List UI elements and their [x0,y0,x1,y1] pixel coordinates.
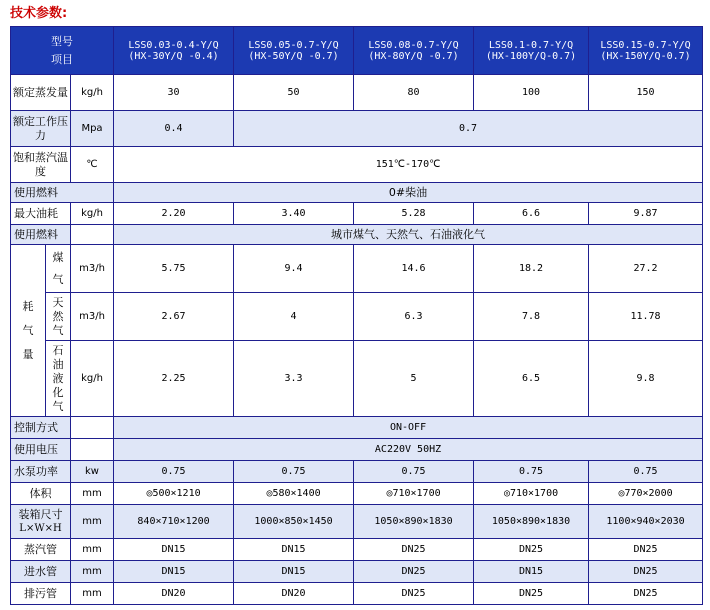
gas-type-label [46,341,71,417]
row-label: 使用电压 [11,439,71,461]
value-cell: 840×710×1200 [114,505,234,539]
gas-type-char: 油 [52,357,64,371]
value-cell: DN20 [114,583,234,605]
unit-cell: mm [71,505,114,539]
table-row [11,203,703,225]
unit-cell: m3/h [71,293,114,341]
row-label: 使用燃料 [11,225,71,245]
value-cell: 11.78 [589,293,703,341]
gas-type-char: 石 [52,343,64,357]
value-cell: DN25 [354,561,474,583]
value-cell: DN15 [234,539,354,561]
spec-table [10,26,703,605]
unit-cell: kw [71,461,114,483]
value-cell: AC220V 50HZ [114,439,703,461]
value-cell: 80 [354,75,474,111]
gas-type-char: 化 [52,385,64,399]
model-header [114,27,234,75]
model-line2: (HX-100Y/Q-0.7) [485,50,577,62]
gas-group-char: 气 [22,323,34,337]
header-model-label: 型号 [51,34,74,48]
value-cell: DN25 [474,583,589,605]
row-label: 控制方式 [11,417,71,439]
model-line2: (HX-50Y/Q -0.7) [248,50,339,62]
unit-cell: mm [71,539,114,561]
value-cell: DN20 [234,583,354,605]
value-cell: 0#柴油 [114,183,703,203]
gas-type-char: 气 [52,323,64,337]
model-line1: LSS0.05-0.7-Y/Q [248,39,339,51]
value-cell: 14.6 [354,245,474,293]
row-label: 额定蒸发量 [11,75,71,111]
row-label-line1: 装箱尺寸 [18,507,63,521]
table-row [11,183,703,203]
value-cell: DN15 [234,561,354,583]
value-cell: DN15 [114,561,234,583]
unit-cell: kg/h [71,203,114,225]
gas-type-char: 液 [52,371,64,385]
value-cell: 0.75 [474,461,589,483]
model-line2: (HX-80Y/Q -0.7) [368,50,459,62]
value-cell: DN25 [589,561,703,583]
row-label: 排污管 [11,583,71,605]
model-header [589,27,703,75]
value-cell: DN25 [354,583,474,605]
value-cell: 0.75 [234,461,354,483]
value-cell: 0.75 [114,461,234,483]
value-cell: 30 [114,75,234,111]
gas-type-label [46,293,71,341]
model-line1: LSS0.03-0.4-Y/Q [128,39,219,51]
table-row [11,539,703,561]
value-cell: 27.2 [589,245,703,293]
section-heading: 技术参数: [10,6,68,21]
model-header [234,27,354,75]
table-row [11,293,703,341]
value-cell: 5 [354,341,474,417]
value-cell: 城市煤气、天然气、石油液化气 [114,225,703,245]
row-label [11,505,71,539]
value-cell: DN25 [589,583,703,605]
row-label: 水泵功率 [11,461,71,483]
value-cell: 3.40 [234,203,354,225]
table-row [11,439,703,461]
gas-type-char: 煤 [52,250,64,264]
table-row [11,561,703,583]
row-label: 最大油耗 [11,203,71,225]
value-cell: ◎500×1210 [114,483,234,505]
table-row [11,461,703,483]
gas-type-char: 天 [52,295,64,309]
value-cell: ◎710×1700 [354,483,474,505]
model-line1: LSS0.08-0.7-Y/Q [368,39,459,51]
table-row [11,417,703,439]
value-cell: DN15 [114,539,234,561]
value-cell: 2.20 [114,203,234,225]
gas-group-label [11,245,46,417]
unit-cell [71,439,114,461]
table-row [11,583,703,605]
row-label: 使用燃料 [11,183,114,203]
header-row [11,27,703,75]
value-cell: 5.75 [114,245,234,293]
row-label: 体积 [11,483,71,505]
value-cell: ◎580×1400 [234,483,354,505]
table-row [11,111,703,147]
table-row [11,147,703,183]
row-label: 进水管 [11,561,71,583]
value-cell: 18.2 [474,245,589,293]
value-cell: 1000×850×1450 [234,505,354,539]
row-label: 饱和蒸汽温度 [11,147,71,183]
model-line1: LSS0.15-0.7-Y/Q [600,39,691,51]
value-cell: 9.8 [589,341,703,417]
value-cell: 100 [474,75,589,111]
value-cell: 7.8 [474,293,589,341]
table-row [11,245,703,293]
value-cell: 1050×890×1830 [354,505,474,539]
value-cell: 0.7 [234,111,703,147]
gas-group-char: 耗 [22,299,34,313]
unit-cell [71,417,114,439]
table-row [11,341,703,417]
gas-type-char: 气 [52,272,64,286]
model-line2: (HX-30Y/Q -0.4) [128,50,219,62]
model-header [354,27,474,75]
unit-cell: mm [71,583,114,605]
model-line1: LSS0.1-0.7-Y/Q [488,39,574,51]
unit-cell: kg/h [71,75,114,111]
unit-cell: m3/h [71,245,114,293]
unit-cell: ℃ [71,147,114,183]
unit-cell: mm [71,483,114,505]
unit-cell: kg/h [71,341,114,417]
header-label-cell [11,27,114,75]
model-header [474,27,589,75]
table-row [11,225,703,245]
value-cell: ◎710×1700 [474,483,589,505]
value-cell: 9.4 [234,245,354,293]
unit-cell: mm [71,561,114,583]
row-label: 蒸汽管 [11,539,71,561]
table-row [11,75,703,111]
table-row [11,483,703,505]
value-cell: 0.75 [354,461,474,483]
value-cell: 2.67 [114,293,234,341]
value-cell: 0.75 [589,461,703,483]
value-cell: 6.5 [474,341,589,417]
unit-cell [71,225,114,245]
gas-group-char: 量 [22,347,34,361]
value-cell: 50 [234,75,354,111]
value-cell: 2.25 [114,341,234,417]
model-line2: (HX-150Y/Q-0.7) [600,50,691,62]
value-cell: 150 [589,75,703,111]
gas-type-char: 气 [52,399,64,413]
value-cell: 1050×890×1830 [474,505,589,539]
row-label: 额定工作压力 [11,111,71,147]
value-cell: 0.4 [114,111,234,147]
row-label-line2: L×W×H [19,522,62,534]
value-cell: 6.6 [474,203,589,225]
gas-type-label [46,245,71,293]
gas-type-char: 然 [52,309,64,323]
value-cell: 3.3 [234,341,354,417]
value-cell: DN25 [474,539,589,561]
unit-cell: Mpa [71,111,114,147]
value-cell: 1100×940×2030 [589,505,703,539]
header-item-label: 项目 [51,52,74,66]
value-cell: 151℃-170℃ [114,147,703,183]
table-row [11,505,703,539]
value-cell: DN25 [589,539,703,561]
value-cell: DN25 [354,539,474,561]
value-cell: 5.28 [354,203,474,225]
value-cell: 9.87 [589,203,703,225]
value-cell: DN15 [474,561,589,583]
value-cell: 6.3 [354,293,474,341]
value-cell: ◎770×2000 [589,483,703,505]
value-cell: ON-OFF [114,417,703,439]
value-cell: 4 [234,293,354,341]
